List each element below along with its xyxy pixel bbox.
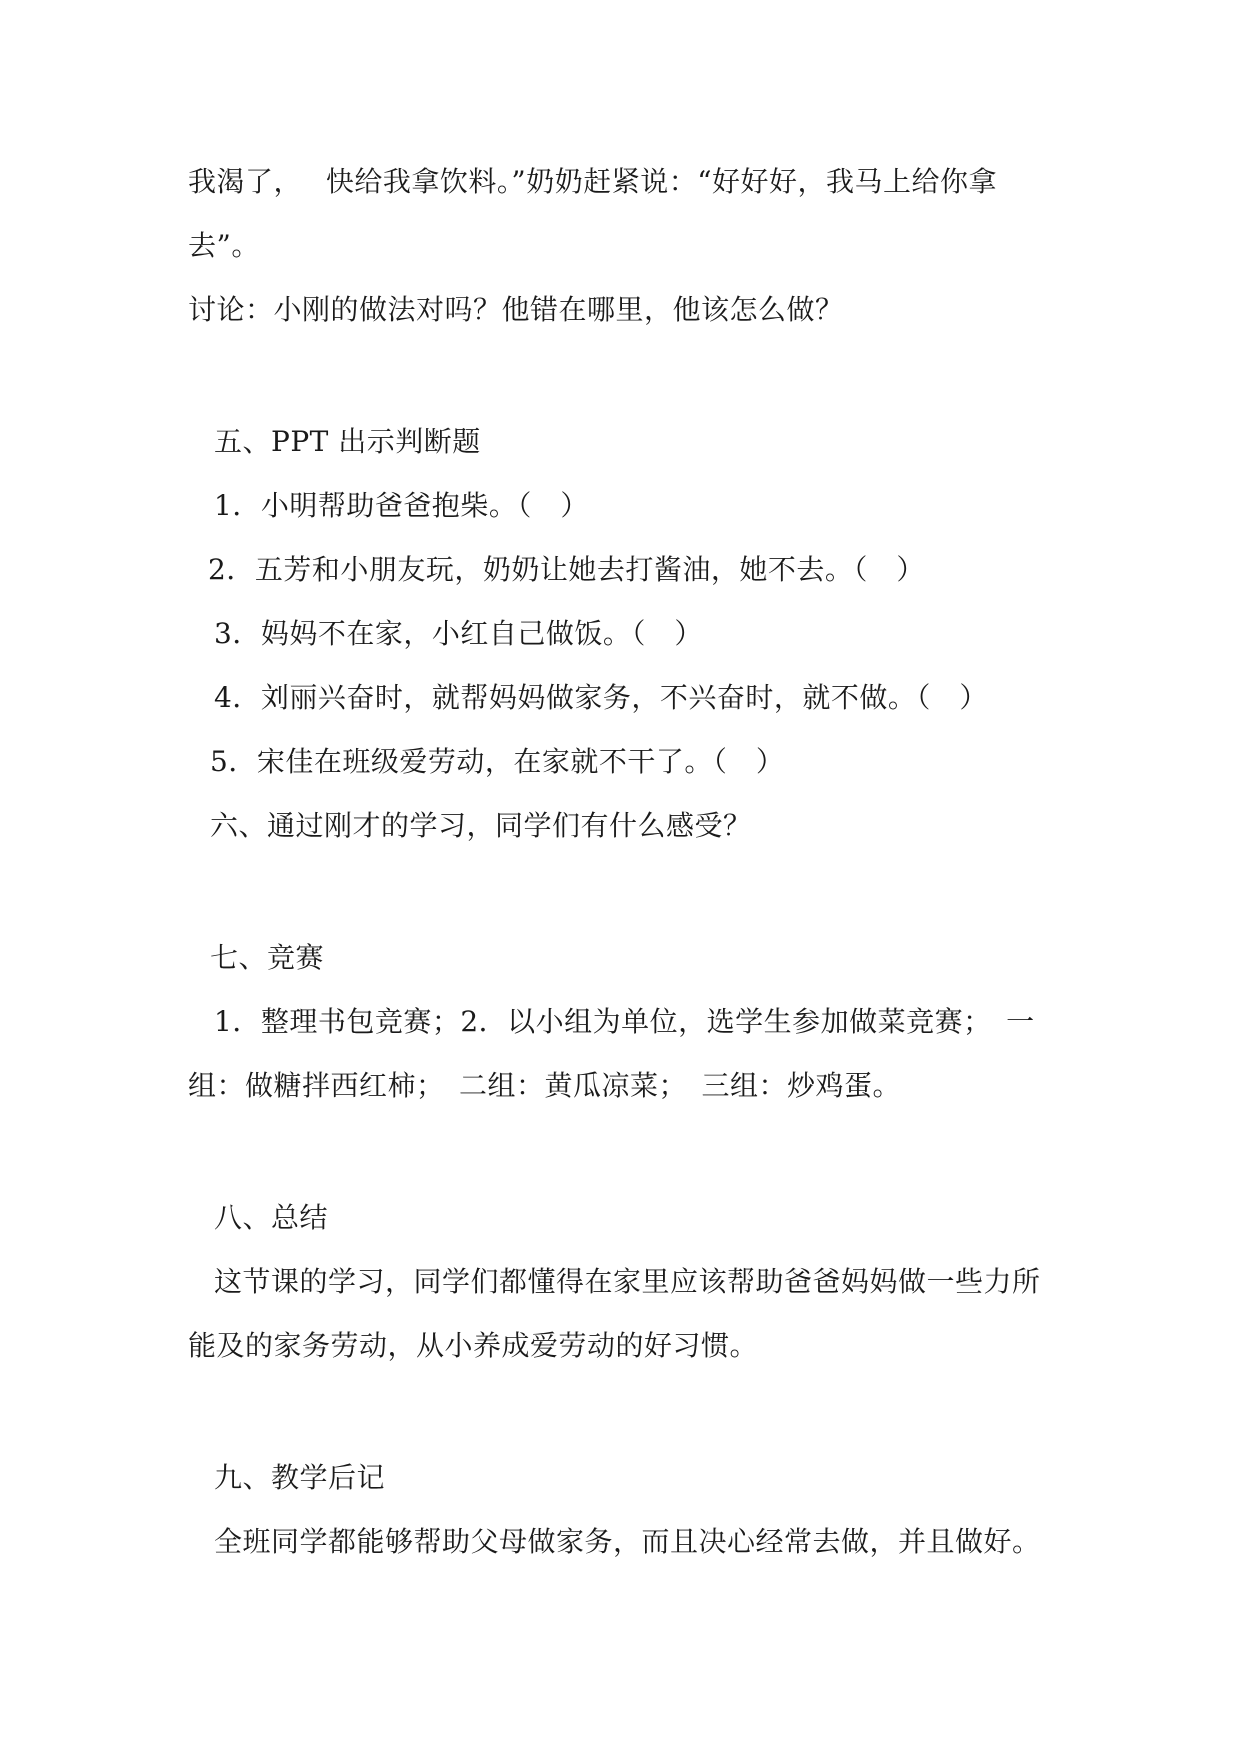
section-8-heading: 八、总结 [214,1201,329,1234]
judgment-item-2: 2．五芳和小朋友玩，奶奶让她去打酱油，她不去。（ ） [208,553,925,586]
competition-line-1: 1．整理书包竞赛；2．以小组为单位，选学生参加做菜竞赛； 一 [214,1005,1035,1038]
intro-line-2: 去”。 [188,229,260,262]
judgment-item-5: 5．宋佳在班级爱劳动，在家就不干了。（ ） [210,745,785,778]
section-5-heading: 五、PPT 出示判断题 [214,425,481,458]
section-6-heading: 六、通过刚才的学习，同学们有什么感受？ [210,809,752,842]
intro-line-1: 我渴了， 快给我拿饮料。”奶奶赶紧说：“好好好，我马上给你拿 [188,165,998,198]
judgment-item-1: 1．小明帮助爸爸抱柴。（ ） [214,489,589,522]
judgment-item-4: 4．刘丽兴奋时，就帮妈妈做家务，不兴奋时，就不做。（ ） [214,681,988,714]
summary-line-2: 能及的家务劳动，从小养成爱劳动的好习惯。 [188,1329,759,1362]
teaching-notes-line: 全班同学都能够帮助父母做家务，而且决心经常去做，并且做好。 [214,1525,1041,1558]
section-9-heading: 九、教学后记 [214,1461,386,1494]
summary-line-1: 这节课的学习，同学们都懂得在家里应该帮助爸爸妈妈做一些力所 [214,1265,1041,1298]
section-7-heading: 七、竞赛 [210,941,325,974]
discussion-question: 讨论：小刚的做法对吗？他错在哪里，他该怎么做？ [188,293,844,326]
competition-line-2: 组：做糖拌西红柿； 二组：黄瓜凉菜； 三组：炒鸡蛋。 [188,1069,902,1102]
judgment-item-3: 3．妈妈不在家，小红自己做饭。（ ） [214,617,703,650]
